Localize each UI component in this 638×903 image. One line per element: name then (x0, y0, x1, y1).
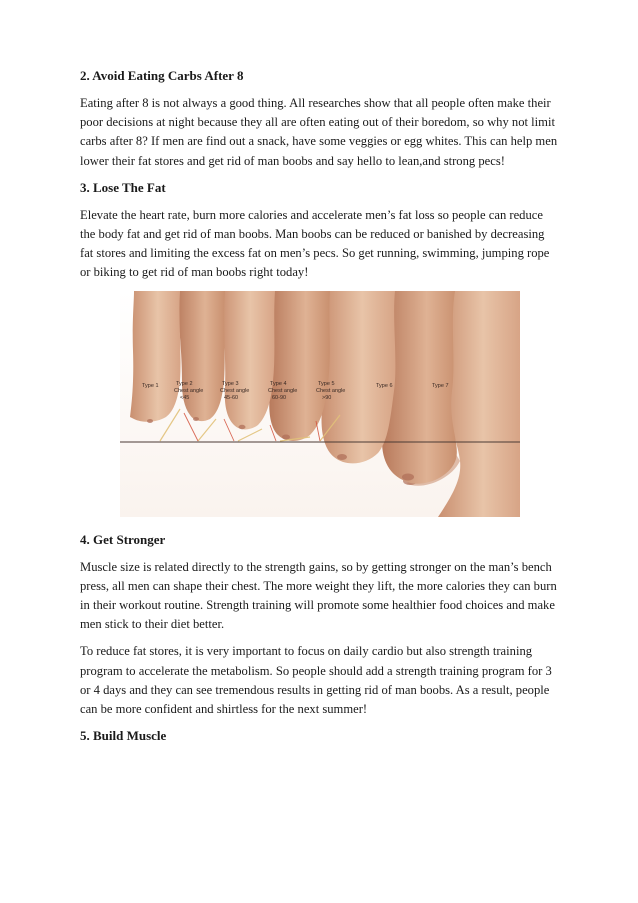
torso-type-1 (130, 291, 181, 423)
label-type-7: Type 7 (432, 382, 449, 389)
section-heading-lose-fat: 3. Lose The Fat (80, 179, 166, 195)
label-type-2-angle: Chest angle (174, 387, 204, 394)
label-type-4-angle: Chest angle (268, 387, 298, 394)
label-type-3: Type 3 (222, 380, 239, 387)
section-heading-build-muscle: 5. Build Muscle (80, 728, 167, 744)
section-paragraph: Elevate the heart rate, burn more calories and accelerate men’s fat loss so people can reduce the body fat and get rid of man boobs. Man boobs can be reduced or banished by decreasing fat stores and limiting the excess fat on men’s pecs. So get running, swimming, jumping rope or biking to get rid of man boobs right today! (80, 207, 550, 280)
label-type-1: Type 1 (142, 382, 159, 389)
label-type-5-angle: Chest angle (316, 387, 346, 394)
label-type-5: Type 5 (318, 380, 335, 387)
document-content (80, 67, 558, 754)
section-heading-get-stronger: 4. Get Stronger (80, 531, 166, 547)
label-type-2: Type 2 (176, 380, 193, 387)
section-paragraph: Muscle size is related directly to the strength gains, so by getting stronger on the man’s bench press, all men can shape their chest. The more weight they lift, the more calories they can burn in their workout routine. Strength training will promote some healthier food choices and make men stick to their diet better. (80, 559, 557, 632)
label-type-4-value: 60-90 (272, 394, 287, 401)
label-type-3-angle: Chest angle (220, 387, 250, 394)
section-paragraph: Eating after 8 is not always a good thing. All researches show that all people often make their poor decisions at night because they all are often eating out of their boredom, so why not limit carbs after 8? If men are find out a snack, have some veggies or egg whites. This can help men lower their fat stores and get rid of man boobs and say hello to lean,and strong pecs! (80, 96, 558, 168)
chest-types-illustration (120, 291, 520, 517)
label-type-3-value: 45-60 (224, 394, 239, 401)
label-type-4: Type 4 (270, 380, 287, 387)
chest-types-figure (120, 291, 520, 517)
section-paragraph: To reduce fat stores, it is very important to focus on daily cardio but also strength training program to accelerate the metabolism. So people should add a strength training program for 3 or 4 days and they can see tremendous results in getting rid of man boobs. As a result, people can be more confident and shirtless for the next summer! (80, 644, 552, 717)
torso-type-3 (220, 291, 275, 430)
section-heading-carbs: 2. Avoid Eating Carbs After 8 (80, 68, 244, 83)
label-type-2-value: <45 (180, 394, 190, 401)
label-type-5-value: >90 (322, 394, 332, 401)
torso-type-5 (322, 291, 396, 463)
label-type-6: Type 6 (376, 382, 393, 389)
